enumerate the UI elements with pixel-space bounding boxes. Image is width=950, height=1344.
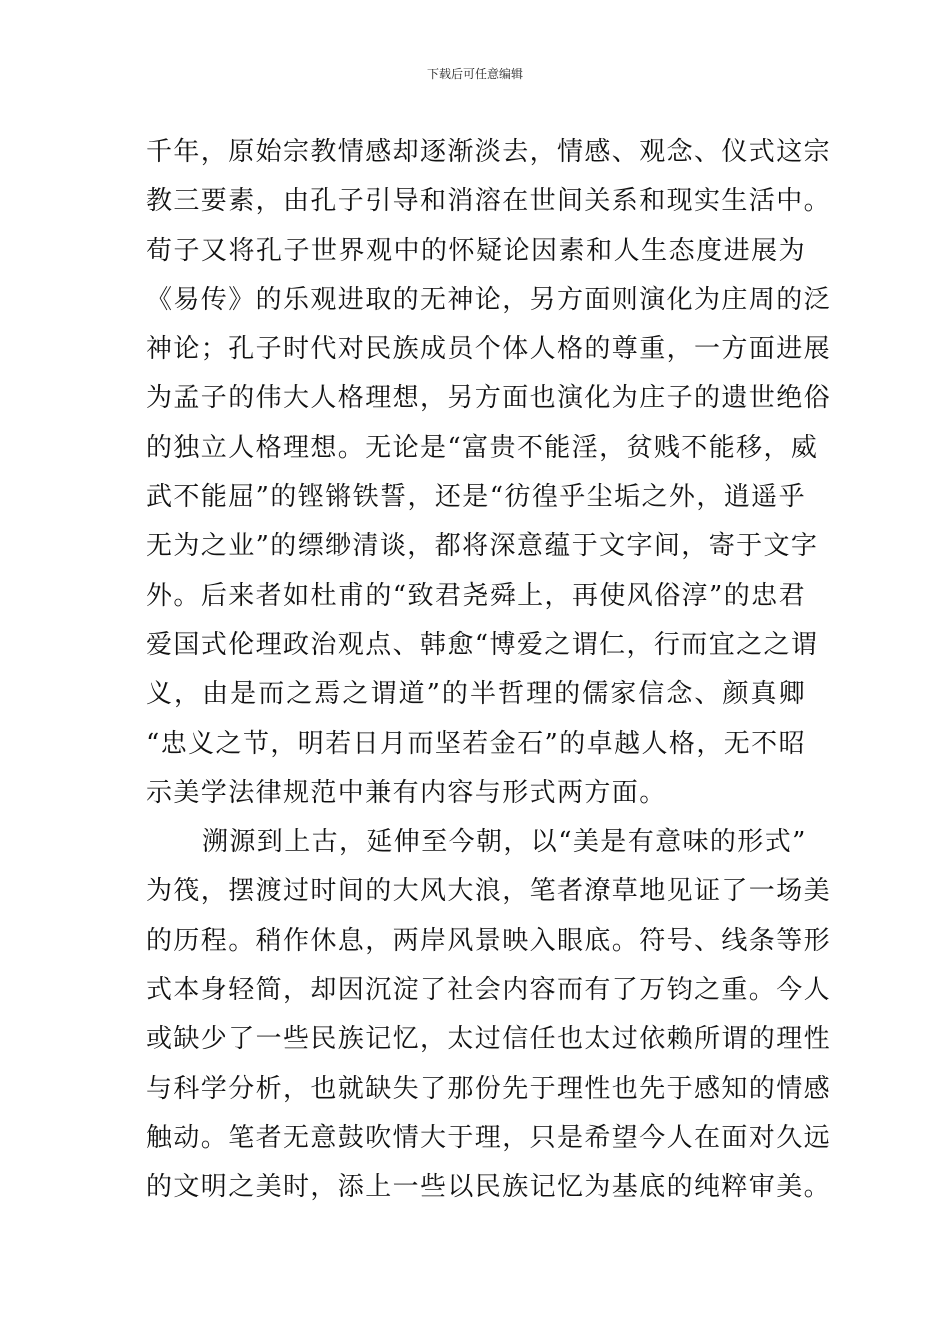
text-line: 为孟子的伟大人格理想，另方面也演化为庄子的遗世绝俗 [146,383,832,414]
text-line: 爱国式伦理政治观点、韩愈“博爱之谓仁，行而宜之之谓 [146,629,819,660]
text-line: 触动。笔者无意鼓吹情大于理，只是希望今人在面对久远 [146,1122,832,1153]
text-line: 神论；孔子时代对民族成员个体人格的尊重，一方面进展 [146,334,832,365]
text-line: 义，由是而之焉之谓道”的半哲理的儒家信念、颜真卿 [146,679,806,710]
text-line: 外。后来者如杜甫的“致君尧舜上，再使风俗淳”的忠君 [146,580,806,611]
paragraph-first-line: 溯源到上古，延伸至今朝，以“美是有意味的形式” [202,827,807,858]
paragraph-end-line: 的文明之美时，添上一些以民族记忆为基底的纯粹审美。 [146,1172,832,1203]
text-line: 式本身轻简，却因沉淀了社会内容而有了万钧之重。今人 [146,975,832,1006]
text-line: 的历程。稍作休息，两岸风景映入眼底。符号、线条等形 [146,925,832,956]
text-line: 与科学分析，也就缺失了那份先于理性也先于感知的情感 [146,1073,832,1104]
paragraph-end-line: 示美学法律规范中兼有内容与形式两方面。 [146,777,667,808]
text-line: 教三要素，由孔子引导和消溶在世间关系和现实生活中。 [146,186,832,217]
text-line: 或缺少了一些民族记忆，太过信任也太过依赖所谓的理性 [146,1024,832,1055]
text-line: 武不能屈”的铿锵铁誓，还是“彷徨乎尘垢之外，逍遥乎 [146,482,806,513]
page-header: 下载后可任意编辑 [426,67,523,81]
text-line: 千年，原始宗教情感却逐渐淡去，情感、观念、仪式这宗 [146,137,832,167]
text-line: 荀子又将孔子世界观中的怀疑论因素和人生态度进展为 [146,235,806,266]
text-line: 为筏，摆渡过时间的大风大浪，笔者潦草地见证了一场美 [146,876,832,907]
text-line: “忠义之节，明若日月而坚若金石”的卓越人格，无不昭 [146,728,806,759]
text-line: 《易传》的乐观进取的无神论，另方面则演化为庄周的泛 [146,284,832,315]
text-line: 的独立人格理想。无论是“富贵不能淫，贫贱不能移，威 [146,432,819,463]
document-body [146,128,832,1213]
text-line: 无为之业”的缥缈清谈，都将深意蕴于文字间，寄于文字 [146,531,819,562]
